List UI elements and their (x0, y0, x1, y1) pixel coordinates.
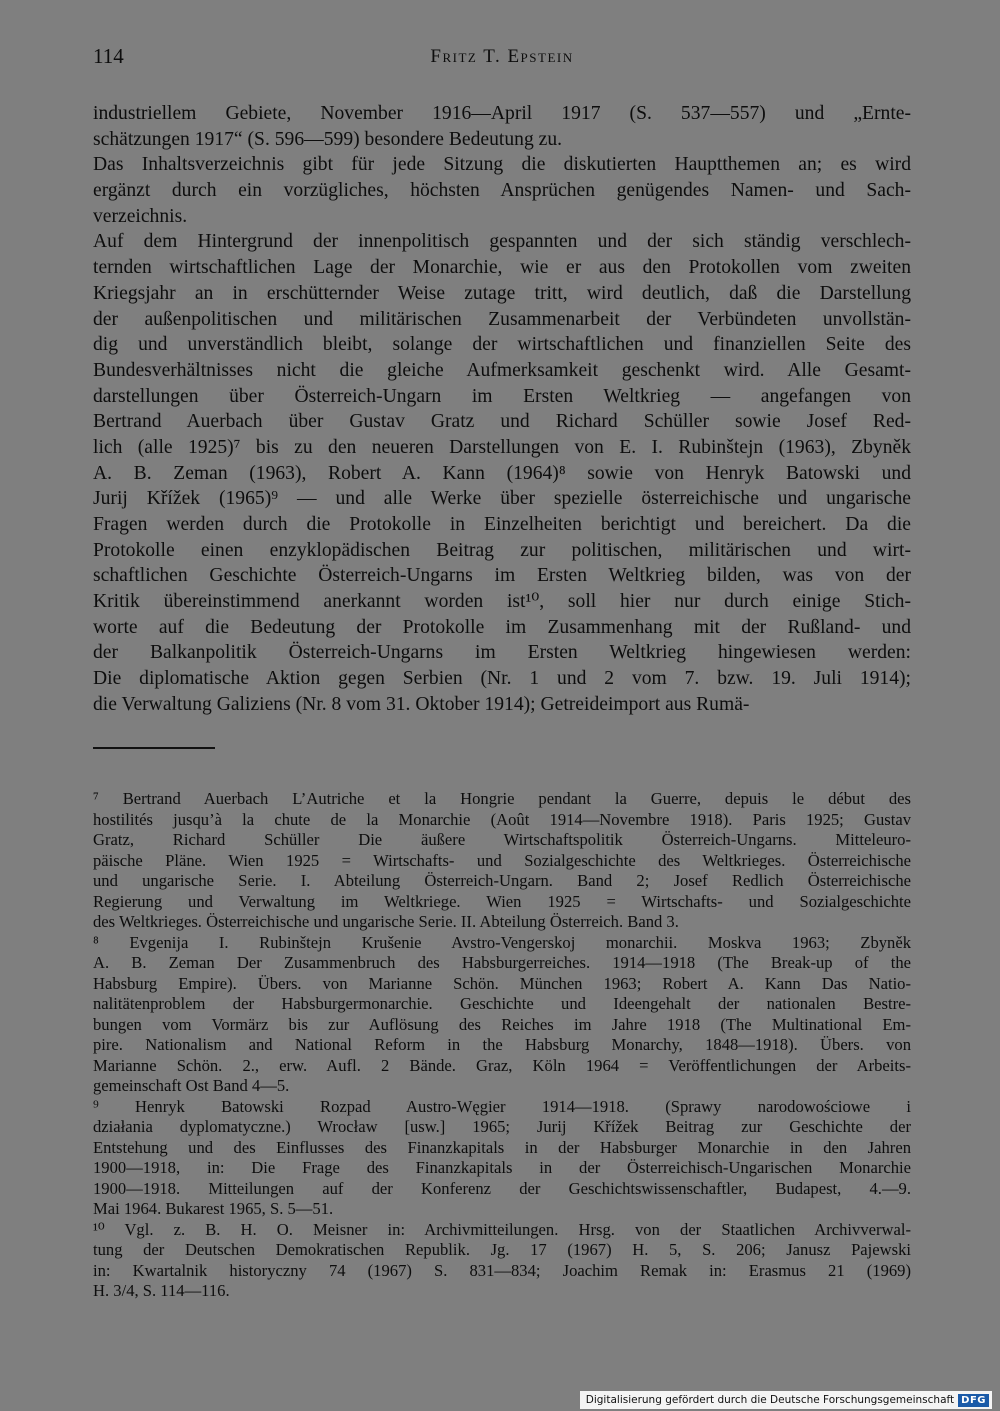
body-line: ternden wirtschaftlichen Lage der Monarchie, wie er aus den Protokollen vom zweiten (93, 257, 911, 279)
body-line: verzeichnis. (93, 205, 188, 227)
body-line: Auf dem Hintergrund der innenpolitisch gespannten und der sich ständig verschlech- (93, 231, 911, 253)
footnote-line: Marianne Schön. 2., erw. Aufl. 2 Bände. Graz, Köln 1964 = Veröffentlichungen der Arbeits- (93, 1055, 911, 1075)
body-line: industriellem Gebiete, November 1916—April 1917 (S. 537—557) und „Ernte- (93, 103, 911, 124)
body-line: lich (alle 1925)⁷ bis zu den neueren Darstellungen von E. I. Rubinštejn (1963), Zbyněk (93, 436, 911, 458)
main-text (93, 101, 911, 718)
footnote-line: H. 3/4, S. 114—116. (93, 1281, 230, 1300)
footnote-line: Regierung und Verwaltung im Weltkriege. Wien 1925 = Wirtschafts- und Sozialgeschichte (93, 891, 911, 911)
footnote-line: Entstehung und des Einflusses des Finanzkapitals in der Habsburger Monarchie in den Jahren (93, 1137, 911, 1157)
footnote-line: działania dyplomatyczne.) Wrocław [usw.] 1965; Jurij Křížek Beitrag zur Geschichte der (93, 1117, 911, 1136)
footnote-line: ⁷ Bertrand Auerbach L’Autriche et la Hongrie pendant la Guerre, depuis le début des (93, 789, 911, 808)
body-line: Protokolle einen enzyklopädischen Beitrag zur politischen, militärischen und wirt- (93, 539, 911, 561)
body-line: Jurij Křížek (1965)⁹ — und alle Werke über spezielle österreichische und ungarische (93, 488, 911, 510)
page-number: 114 (93, 44, 124, 68)
body-line: der Balkanpolitik Österreich-Ungarns im Ersten Weltkrieg hingewiesen werden: (93, 642, 911, 664)
footnote-line: Habsburg Empire). Übers. von Marianne Schön. München 1963; Robert A. Kann Das Natio- (93, 973, 911, 993)
body-line: die Verwaltung Galiziens (Nr. 8 vom 31. Oktober 1914); Getreideimport aus Rumä- (93, 693, 750, 715)
body-line: schaftlichen Geschichte Österreich-Ungarns im Ersten Weltkrieg bilden, was von der (93, 565, 911, 587)
dfg-banner[interactable] (580, 1391, 992, 1409)
footnote-line: Gratz, Richard Schüller Die äußere Wirtschaftspolitik Österreich-Ungarns. Mitteleuro- (93, 830, 911, 849)
footnote-line: hostilités jusqu’à la chute de la Monarchie (Août 1914—Novembre 1918). Paris 1925; Gustav (93, 809, 911, 829)
footnote-line: des Weltkrieges. Österreichische und ungarische Serie. II. Abteilung Österreich. Band 3. (93, 912, 679, 931)
body-line: darstellungen über Österreich-Ungarn im Ersten Weltkrieg — angefangen von (93, 385, 911, 407)
body-line: Kriegsjahr an in erschütternder Weise zutage tritt, wird deutlich, daß die Darstellung (93, 282, 911, 304)
footnote-line: pire. Nationalism and National Reform in the Habsburg Monarchy, 1848—1918). Übers. von (93, 1035, 911, 1054)
banner-text: Digitalisierung gefördert durch die Deutsche Forschungsgemeinschaft (585, 1394, 955, 1406)
body-line: dig und unverständlich bleibt, solange der wirtschaftlichen und finanziellen Seite des (93, 334, 911, 356)
footnote-line: und ungarische Serie. I. Abteilung Österreich-Ungarn. Band 2; Josef Redlich Österreichische (93, 871, 911, 890)
footnote-line: ¹⁰ Vgl. z. B. H. O. Meisner in: Archivmitteilungen. Hrsg. von der Staatlichen Archivverwal- (93, 1219, 911, 1239)
body-line: Bertrand Auerbach über Gustav Gratz und Richard Schüller sowie Josef Red- (93, 411, 911, 433)
footnote-line: nalitätenproblem der Habsburgermonarchie. Geschichte und Ideengehalt der nationalen Bestre- (93, 994, 911, 1013)
footnote-line: Mai 1964. Bukarest 1965, S. 5—51. (93, 1199, 334, 1218)
body-line: schätzungen 1917“ (S. 596—599) besondere Bedeutung zu. (93, 128, 563, 150)
footnote-line: ⁸ Evgenija I. Rubinštejn Krušenie Avstro-Vengerskoj monarchii. Moskva 1963; Zbyněk (93, 932, 911, 952)
body-line: Die diplomatische Aktion gegen Serbien (Nr. 1 und 2 vom 7. bzw. 19. Juli 1914); (93, 668, 911, 690)
dfg-logo: DFG (958, 1394, 989, 1407)
footnote-line: ⁹ Henryk Batowski Rozpad Austro-Węgier 1914—1918. (Sprawy narodowościowe i (93, 1096, 911, 1116)
footnote-line: in: Kwartalnik historyczny 74 (1967) S. 831—834; Joachim Remak in: Erasmus 21 (1969) (93, 1260, 911, 1280)
body-line: Bundesverhältnisses nicht die gleiche Aufmerksamkeit geschenkt wird. Alle Gesamt- (93, 359, 911, 381)
body-line: Das Inhaltsverzeichnis gibt für jede Sitzung die diskutierten Hauptthemen an; es wird (93, 154, 911, 176)
body-line: A. B. Zeman (1963), Robert A. Kann (1964)⁸ sowie von Henryk Batowski und (93, 462, 911, 484)
footnote-line: gemeinschaft Ost Band 4—5. (93, 1076, 290, 1095)
footnote-line: 1900—1918, in: Die Frage des Finanzkapitals in der Österreichisch-Ungarischen Monarchie (93, 1158, 911, 1177)
body-line: ergänzt durch ein vorzügliches, höchsten Ansprüchen genügendes Namen- und Sach- (93, 180, 911, 202)
body-line: Fragen werden durch die Protokolle in Einzelheiten berichtigt und bereichert. Da die (93, 514, 911, 535)
footnote-line: 1900—1918. Mitteilungen auf der Konferenz der Geschichtswissenschaftler, Budapest, 4.—9. (93, 1178, 911, 1198)
footnote-separator (93, 747, 215, 749)
footnote-line: päische Pläne. Wien 1925 = Wirtschafts- und Sozialgeschichte des Weltkrieges. Österreichische (93, 850, 911, 870)
body-line: Kritik übereinstimmend anerkannt worden ist¹⁰, soll hier nur durch einige Stich- (93, 591, 911, 613)
running-head: Fritz T. Epstein (430, 46, 574, 67)
footnote-line: tung der Deutschen Demokratischen Republik. Jg. 17 (1967) H. 5, S. 206; Janusz Pajewski (93, 1240, 911, 1259)
footnote-line: A. B. Zeman Der Zusammenbruch des Habsburgerreiches. 1914—1918 (The Break-up of the (93, 953, 911, 972)
page-header (93, 44, 911, 74)
body-line: der außenpolitischen und militärischen Zusammenarbeit der Verbündeten unvollstän- (93, 308, 911, 330)
body-line: worte auf die Bedeutung der Protokolle im Zusammenhang mit der Rußland- und (93, 616, 911, 638)
footnote-line: bungen vom Vormärz bis zur Auflösung des Reiches im Jahre 1918 (The Multinational Em- (93, 1014, 911, 1034)
footnotes (93, 789, 911, 1302)
